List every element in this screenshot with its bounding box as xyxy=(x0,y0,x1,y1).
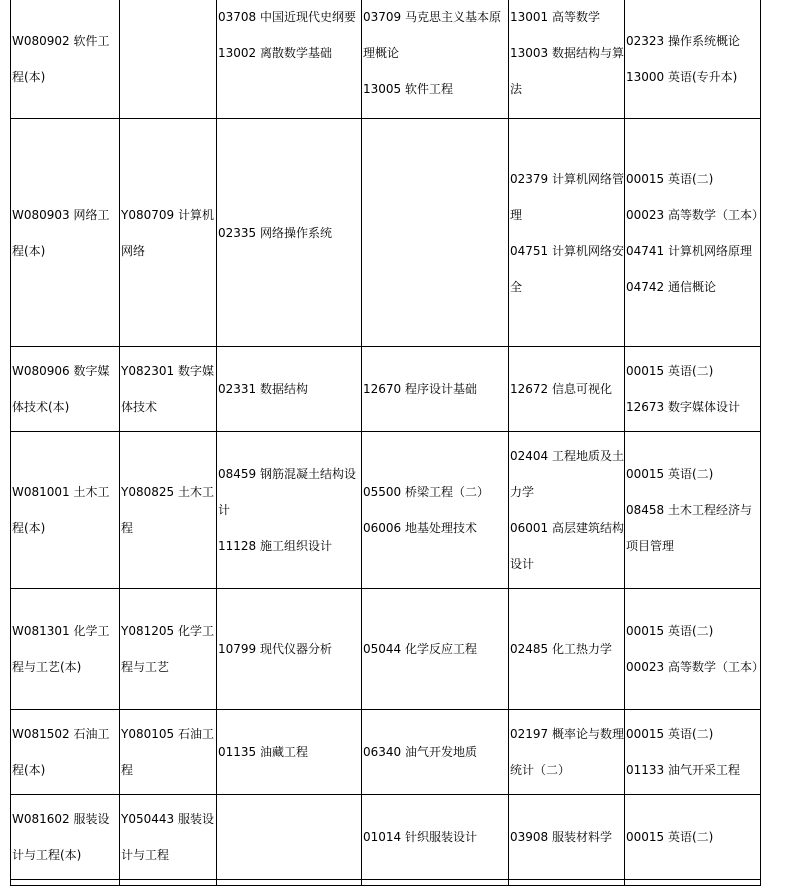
course-cell: 00015 英语(二) 08458 土木工程经济与项目管理 xyxy=(625,432,761,589)
course-cell: 06340 油气开发地质 xyxy=(362,710,509,795)
related-major-cell: Y081205 化学工程与工艺 xyxy=(120,589,217,710)
course-cell: 00015 英语(二) xyxy=(625,795,761,880)
major-cell: W081502 石油工程(本) xyxy=(11,710,120,795)
course-cell xyxy=(625,880,761,886)
course-cell: 03908 服装材料学 xyxy=(509,795,625,880)
major-cell: W080902 软件工程(本) xyxy=(11,0,120,119)
course-cell: 01014 针织服装设计 xyxy=(362,795,509,880)
table-row xyxy=(11,880,761,886)
table-row xyxy=(11,347,761,432)
table-row xyxy=(11,119,761,347)
table-row xyxy=(11,0,761,119)
course-cell: 03708 中国近现代史纲要 13002 离散数学基础 xyxy=(217,0,362,119)
course-cell: 10799 现代仪器分析 xyxy=(217,589,362,710)
major-cell: W081301 化学工程与工艺(本) xyxy=(11,589,120,710)
related-major-cell xyxy=(120,0,217,119)
course-cell: 01135 油藏工程 xyxy=(217,710,362,795)
course-cell: 00015 英语(二) 00023 高等数学（工本） 04741 计算机网络原理 04742 通信概论 xyxy=(625,119,761,347)
related-major-cell: Y082301 数字媒体技术 xyxy=(120,347,217,432)
course-cell: 08459 钢筋混凝土结构设计 11128 施工组织设计 xyxy=(217,432,362,589)
related-major-cell xyxy=(120,880,217,886)
related-major-cell: Y080105 石油工程 xyxy=(120,710,217,795)
major-cell: W080903 网络工程(本) xyxy=(11,119,120,347)
table-row xyxy=(11,432,761,589)
major-course-table xyxy=(10,0,764,886)
table-row xyxy=(11,589,761,710)
course-cell: 02379 计算机网络管理 04751 计算机网络安全 xyxy=(509,119,625,347)
course-cell: 13001 高等数学 13003 数据结构与算法 xyxy=(509,0,625,119)
course-cell xyxy=(362,880,509,886)
course-cell: 05500 桥梁工程（二） 06006 地基处理技术 xyxy=(362,432,509,589)
course-cell: 05044 化学反应工程 xyxy=(362,589,509,710)
major-cell: W081602 服装设计与工程(本) xyxy=(11,795,120,880)
course-cell: 02335 网络操作系统 xyxy=(217,119,362,347)
major-cell: W080906 数字媒体技术(本) xyxy=(11,347,120,432)
table-row xyxy=(11,795,761,880)
major-cell: W081001 土木工程(本) xyxy=(11,432,120,589)
course-cell: 00015 英语(二) 00023 高等数学（工本） xyxy=(625,589,761,710)
course-cell xyxy=(362,119,509,347)
course-cell: 12670 程序设计基础 xyxy=(362,347,509,432)
course-cell: 02485 化工热力学 xyxy=(509,589,625,710)
table-row xyxy=(11,710,761,795)
related-major-cell: Y080709 计算机网络 xyxy=(120,119,217,347)
course-cell: 03709 马克思主义基本原理概论 13005 软件工程 xyxy=(362,0,509,119)
major-cell xyxy=(11,880,120,886)
course-cell: 12672 信息可视化 xyxy=(509,347,625,432)
course-cell xyxy=(509,880,625,886)
related-major-cell: Y080825 土木工程 xyxy=(120,432,217,589)
course-cell: 02323 操作系统概论 13000 英语(专升本) xyxy=(625,0,761,119)
course-cell: 00015 英语(二) 01133 油气开采工程 xyxy=(625,710,761,795)
course-cell: 00015 英语(二) 12673 数字媒体设计 xyxy=(625,347,761,432)
related-major-cell: Y050443 服装设计与工程 xyxy=(120,795,217,880)
course-cell: 02331 数据结构 xyxy=(217,347,362,432)
course-cell xyxy=(217,795,362,880)
course-cell: 02197 概率论与数理统计（二） xyxy=(509,710,625,795)
course-cell: 02404 工程地质及土力学 06001 高层建筑结构设计 xyxy=(509,432,625,589)
course-cell xyxy=(217,880,362,886)
